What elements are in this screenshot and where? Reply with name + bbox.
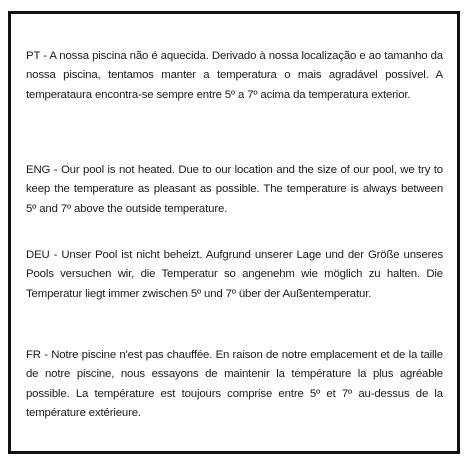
paragraph-english: ENG - Our pool is not heated. Due to our location and the size of our pool, we try to keep the temperature as pleasant as possible. The temperature is always between 5º and 7º above the outside temperature. <box>26 164 443 215</box>
paragraph-french: FR - Notre piscine n'est pas chauffée. En raison de notre emplacement et de la taille de notre piscine, nous essayons de maintenir la température la plus agréable possible. La température est toujours comprise entre 5º et 7º au-dessus de la température extérieure. <box>26 349 443 419</box>
paragraph-portuguese: PT - A nossa piscina não é aquecida. Derivado à nossa localização e ao tamanho da nossa piscina, tentamos manter a temperatura o mais agradável possível. A temperataura encontra-se sempre entre 5º a 7º acima da temperatura exterior. <box>26 50 443 101</box>
pool-notice-box <box>8 11 460 454</box>
paragraph-german: DEU - Unser Pool ist nicht beheizt. Aufgrund unserer Lage und der Größe unseres Pools versuchen wir, die Temperatur so angenehm wie möglich zu halten. Die Temperatur liegt immer zwischen 5º und 7º über der Außentemperatur. <box>26 249 443 300</box>
